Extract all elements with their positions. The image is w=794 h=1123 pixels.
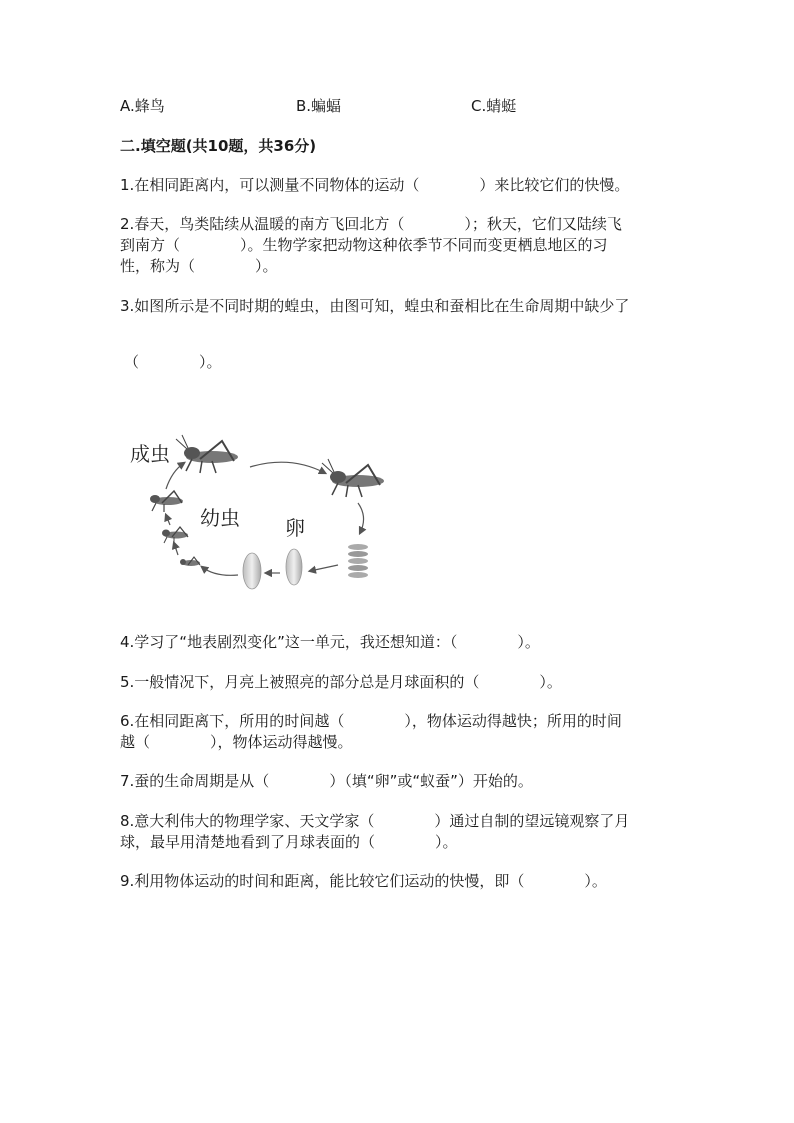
cycle-arrow	[174, 543, 178, 555]
question-2-line-2: 到南方（ ）。生物学家把动物这种依季节不同而变更栖息地区的习	[120, 236, 608, 254]
nymph-grasshopper-icon	[180, 557, 200, 566]
question-8-line-2: 球，最早用清楚地看到了月球表面的（ ）。	[120, 833, 458, 851]
cycle-arrow	[358, 503, 364, 533]
question-2-line-1: 2.春天，鸟类陆续从温暖的南方飞回北方（ ）；秋天，它们又陆续飞	[120, 215, 622, 233]
question-3-line-1: 3.如图所示是不同时期的蝗虫，由图可知，蝗虫和蚕相比在生命周期中缺少了	[120, 297, 630, 315]
option-b: B.蝙蝠	[296, 97, 342, 115]
section-title: 二.填空题(共10题，共36分)	[120, 137, 317, 155]
question-4: 4.学习了“地表剧烈变化”这一单元，我还想知道：（ ）。	[120, 633, 540, 651]
nymph-grasshopper-icon	[162, 527, 188, 544]
label-adult: 成虫	[130, 442, 170, 466]
question-2-line-3: 性，称为（ ）。	[120, 257, 278, 275]
cycle-arrow	[202, 567, 238, 575]
egg-icon	[286, 549, 302, 585]
question-7: 7.蚕的生命周期是从（ ）（填“卵”或“蚁蚕”）开始的。	[120, 772, 533, 790]
cycle-arrow	[310, 565, 338, 571]
cycle-arrow	[166, 463, 184, 489]
question-3-line-2: （ ）。	[124, 353, 222, 371]
question-6-line-2: 越（ ），物体运动得越慢。	[120, 733, 353, 751]
nymph-grasshopper-icon	[150, 491, 183, 512]
question-5: 5.一般情况下，月亮上被照亮的部分总是月球面积的（ ）。	[120, 673, 562, 691]
label-egg: 卵	[285, 516, 305, 540]
cycle-arrow	[250, 462, 325, 473]
cycle-arrow	[166, 515, 170, 525]
egg-pod-icon	[348, 544, 368, 578]
question-9: 9.利用物体运动的时间和距离，能比较它们运动的快慢，即（ ）。	[120, 872, 607, 890]
question-6-line-1: 6.在相同距离下，所用的时间越（ ），物体运动得越快；所用的时间	[120, 712, 622, 730]
adult-grasshopper-icon	[176, 435, 238, 473]
option-c: C.蜻蜓	[471, 97, 517, 115]
question-8-line-1: 8.意大利伟大的物理学家、天文学家（ ）通过自制的望远镜观察了月	[120, 812, 630, 830]
option-a: A.蜂鸟	[120, 97, 165, 115]
label-nymph: 幼虫	[200, 506, 240, 530]
grasshopper-lifecycle-figure	[120, 425, 410, 595]
lifecycle-diagram	[120, 425, 410, 595]
adult-grasshopper-icon	[322, 459, 384, 497]
question-1: 1.在相同距离内，可以测量不同物体的运动（ ）来比较它们的快慢。	[120, 176, 630, 194]
egg-icon	[243, 553, 261, 589]
